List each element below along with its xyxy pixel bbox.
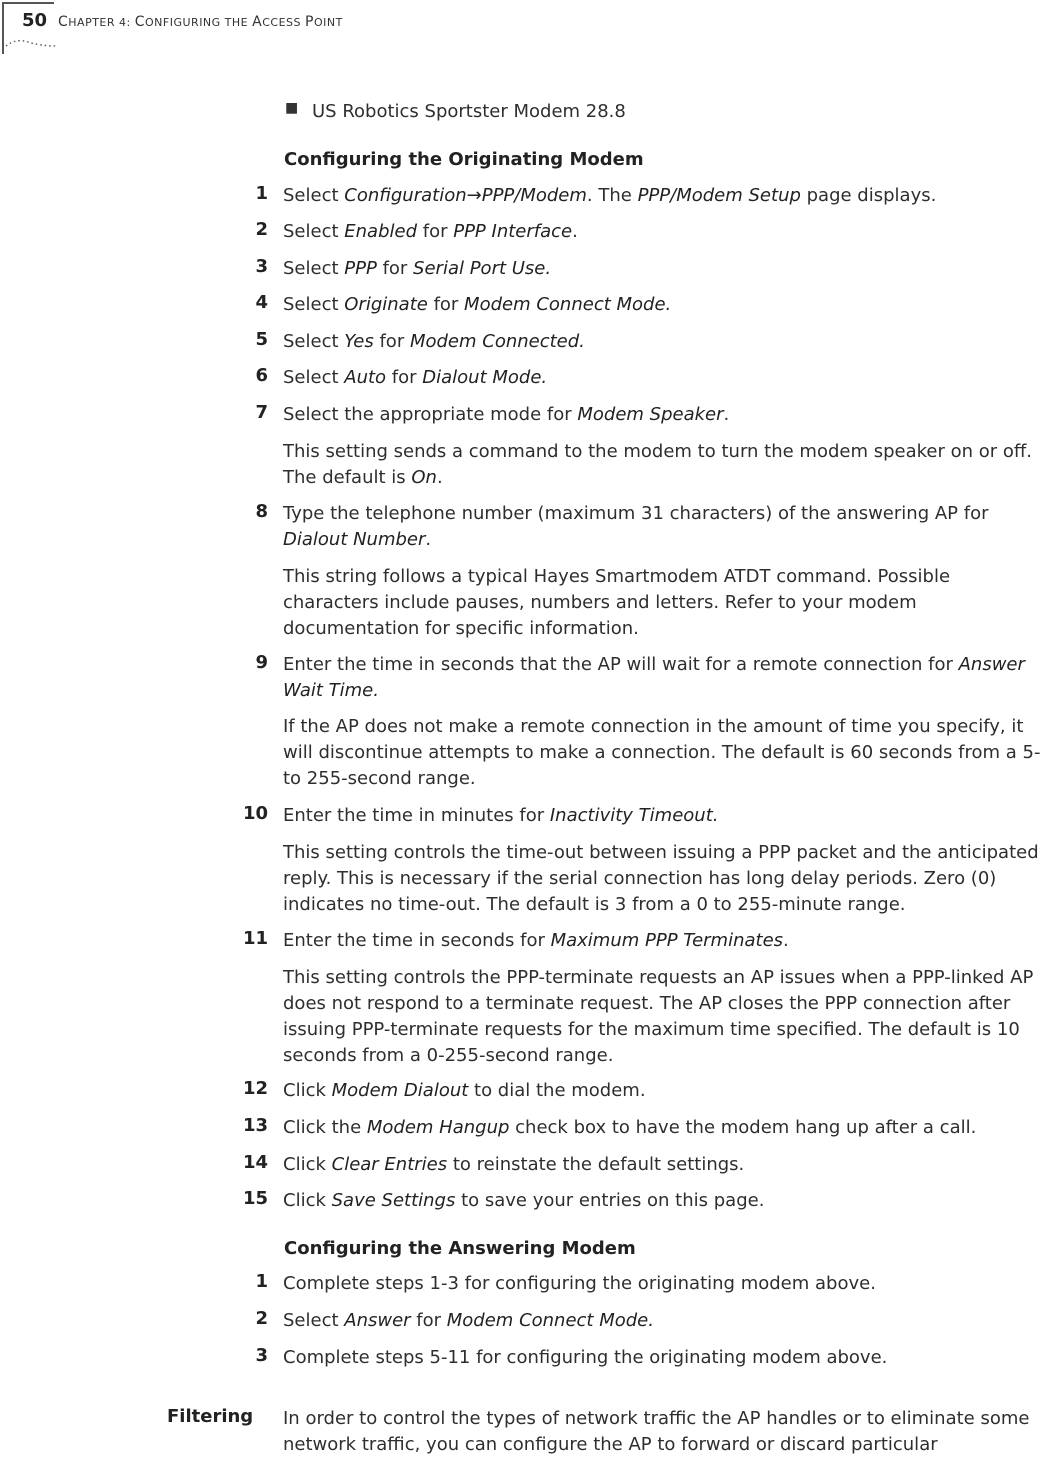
step-number: 9 — [255, 652, 268, 673]
step-text: Select Auto for Dialout Mode. — [283, 367, 548, 388]
step-text: Click the Modem Hangup check box to have the modem hang up after a call. — [283, 1117, 977, 1138]
step-text: Select PPP for Serial Port Use. — [283, 258, 552, 279]
step-number: 7 — [255, 402, 268, 423]
step-number: 15 — [242, 1188, 268, 1209]
step-text: Enter the time in seconds that the AP will wait for a remote connection for Answer Wait Time. — [283, 654, 1025, 701]
step-text: Select Answer for Modem Connect Mode. — [283, 1310, 654, 1331]
step-number: 2 — [255, 1308, 268, 1329]
step-note: This setting controls the PPP-terminate requests an AP issues when a PPP-linked AP does not respond to a terminate request. The AP closes the PPP connection after issuing PPP-terminate requests for the maximum time specified. The default is 10 seconds from a 0-255-second range. — [283, 967, 1034, 1066]
page-number: 50 — [22, 10, 48, 31]
step-text: Select Originate for Modem Connect Mode. — [283, 294, 672, 315]
step-text: Type the telephone number (maximum 31 characters) of the answering AP for Dialout Number. — [283, 503, 989, 550]
step-text: Select Yes for Modem Connected. — [283, 331, 585, 352]
bullet-marker: ■ — [285, 100, 299, 116]
step-number: 3 — [255, 1345, 268, 1366]
step-number: 3 — [255, 256, 268, 277]
step-number: 4 — [255, 292, 268, 313]
step-number: 2 — [255, 219, 268, 240]
step-text: Click Modem Dialout to dial the modem. — [283, 1080, 646, 1101]
step-text: Click Clear Entries to reinstate the default settings. — [283, 1154, 745, 1175]
step-number: 12 — [242, 1078, 268, 1099]
step-number: 10 — [242, 803, 268, 824]
step-note: This setting controls the time-out between issuing a PPP packet and the anticipated reply. This is necessary if the serial connection has long delay periods. Zero (0) indicates no time-out. The default is 3 from a 0 to 255-minute range. — [283, 842, 1039, 915]
step-note: If the AP does not make a remote connection in the amount of time you specify, it will discontinue attempts to make a connection. The default is 60 seconds from a 5- to 255-second range. — [283, 716, 1041, 789]
step-text: Complete steps 1-3 for configuring the originating modem above. — [283, 1273, 876, 1294]
step-text: Complete steps 5-11 for configuring the originating modem above. — [283, 1347, 888, 1368]
step-note: This setting sends a command to the modem to turn the modem speaker on or off. The default is On. — [283, 441, 1033, 488]
step-text: Select Configuration→PPP/Modem. The PPP/Modem Setup page displays. — [283, 185, 937, 206]
step-note: This string follows a typical Hayes Smartmodem ATDT command. Possible characters include pauses, numbers and letters. Refer to your modem documentation for specific information. — [283, 566, 951, 639]
step-text: Enter the time in minutes for Inactivity Timeout. — [283, 805, 719, 826]
filtering-paragraph: In order to control the types of network traffic the AP handles or to eliminate some network traffic, you can configure the AP to forward or discard particular — [283, 1408, 1030, 1455]
step-number: 6 — [255, 365, 268, 386]
step-number: 8 — [255, 501, 268, 522]
step-number: 13 — [242, 1115, 268, 1136]
step-text: Click Save Settings to save your entries on this page. — [283, 1190, 765, 1211]
step-number: 14 — [242, 1152, 268, 1173]
header-corner-line-horizontal — [2, 2, 54, 4]
step-text: Select the appropriate mode for Modem Speaker. — [283, 404, 730, 425]
step-number: 11 — [242, 928, 268, 949]
header-dotted-curve-icon — [4, 34, 60, 50]
step-number: 1 — [255, 1271, 268, 1292]
bullet-text: US Robotics Sportster Modem 28.8 — [312, 101, 626, 122]
step-number: 5 — [255, 329, 268, 350]
section-heading-originating: Configuring the Originating Modem — [284, 149, 644, 170]
step-number: 1 — [255, 183, 268, 204]
side-heading-filtering: Filtering — [167, 1406, 254, 1427]
section-heading-answering: Configuring the Answering Modem — [284, 1238, 636, 1259]
step-text: Enter the time in seconds for Maximum PPP Terminates. — [283, 930, 789, 951]
running-header: CHAPTER 4: CONFIGURING THE ACCESS POINT — [58, 14, 343, 30]
step-text: Select Enabled for PPP Interface. — [283, 221, 578, 242]
